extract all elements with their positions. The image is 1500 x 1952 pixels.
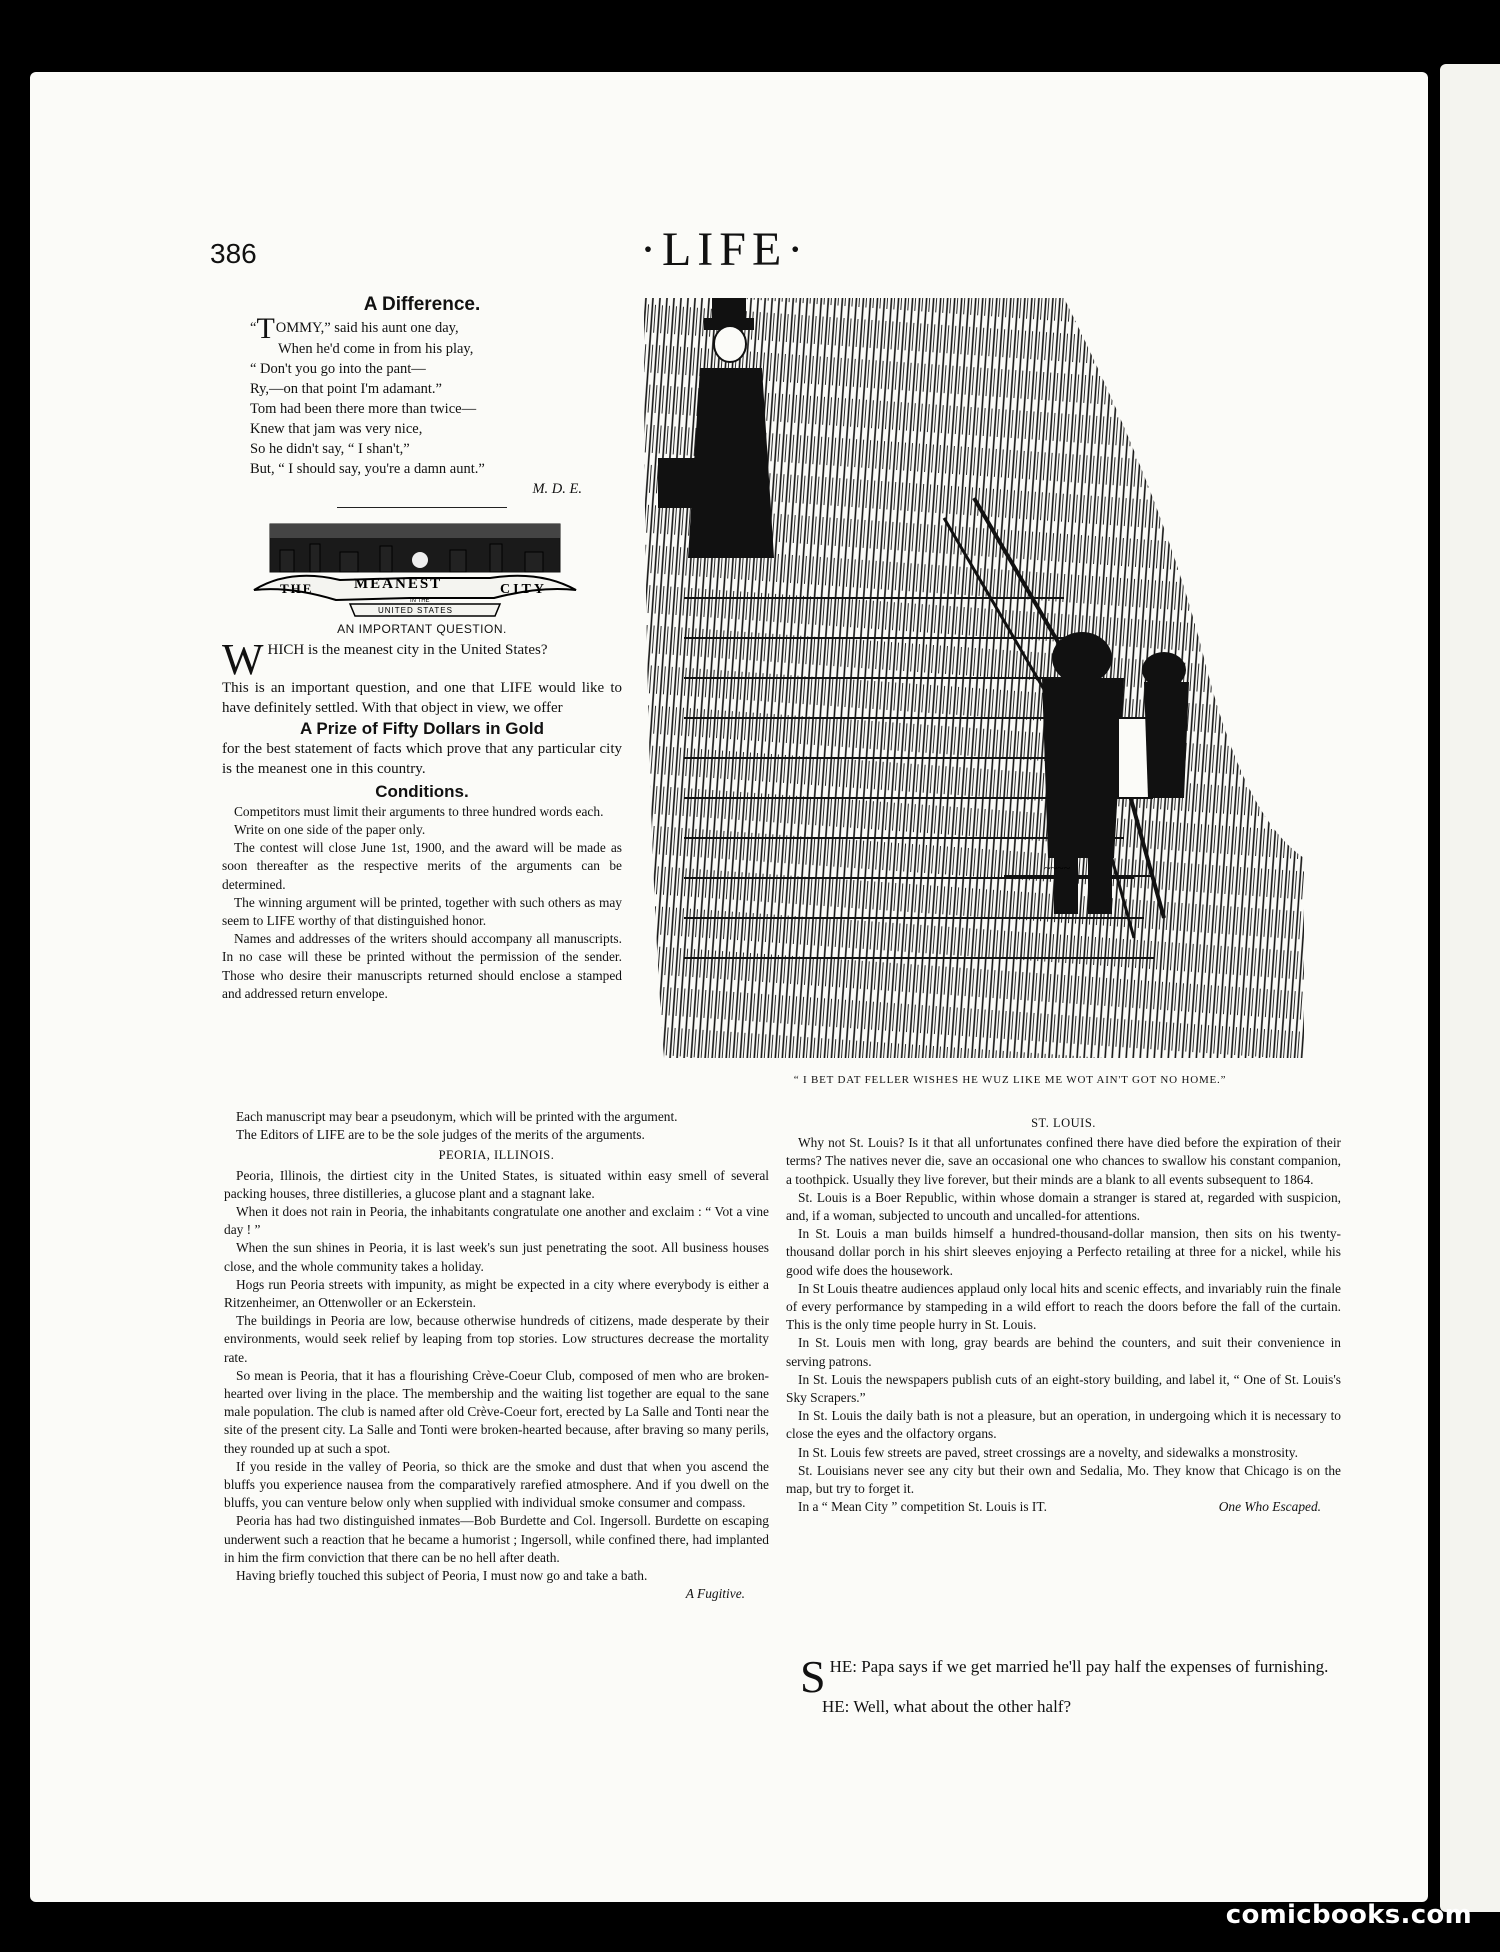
condition-item: The Editors of LIFE are to be the sole judges of the merits of the arguments. xyxy=(236,1127,645,1143)
stlouis-paragraph: In St. Louis few streets are paved, street crossings are a novelty, and sidewalks a monstrosity. xyxy=(798,1444,1298,1460)
drop-cap-s: S xyxy=(800,1651,826,1702)
poem-signature: M. D. E. xyxy=(532,481,582,498)
joke-he-line: HE: Well, what about the other half? xyxy=(822,1697,1072,1716)
condition-item: Each manuscript may bear a pseudonym, which will be printed with the argument. xyxy=(236,1109,678,1124)
stlouis-paragraph: In St. Louis a man builds himself a hundred-thousand-dollar mansion, then sits on his twenty-thousand dollar porch in his shirt sleeves enjoying a Perfecto retailing at three for a nickel, while his good wife does the housework. xyxy=(786,1226,1341,1278)
joke-she-line: SHE: Papa says if we get married he'll pay half the expenses of furnishing. xyxy=(800,1651,1329,1702)
peoria-paragraph: Peoria has had two distinguished inmates—Bob Burdette and Col. Ingersoll. Burdette on escaping underwent such a reaction that he became a humorist ; Ingersoll, while confined there, had implanted in him the firm conviction that there can be no hell after death. xyxy=(224,1513,769,1565)
peoria-paragraph: Peoria, Illinois, the dirtiest city in the United States, is situated within easy smell of several packing houses, three distilleries, a glucose plant and a stagnant lake. xyxy=(224,1167,769,1201)
prize-heading: A Prize of Fifty Dollars in Gold xyxy=(299,719,544,739)
stlouis-paragraph: In St. Louis the newspapers publish cuts of an eight-story building, and label it, “ One of St. Louis's Sky Scrapers.” xyxy=(786,1371,1341,1406)
condition-item: Competitors must limit their arguments to three hundred words each. xyxy=(234,803,604,819)
peoria-paragraph: So mean is Peoria, that it has a flourishing Crève-Coeur Club, composed of men who are broken-hearted over living in the place. The membership and the waiting list together are equal to the sane male population. The club is named after old Crève-Coeur fort, erected by La Salle and Tonti near the site of the present city. La Salle and Tonti were broken-hearted because, after braving so many perils, they rounded up at such a spot. xyxy=(224,1367,769,1456)
banner-sub-united-states: UNITED STATES xyxy=(378,606,453,616)
poem-first-line: “TOMMY,” said his aunt one day, xyxy=(250,312,459,346)
stlouis-last-line: In a “ Mean City ” competition St. Louis is IT. One Who Escaped. xyxy=(786,1498,1341,1516)
condition-item: Names and addresses of the writers should accompany all manuscripts. In no case will these be printed without the permission of the sender. Those who desire their manuscripts returned should enclose a stamped and addressed return envelope. xyxy=(222,931,622,1001)
left-column-continued xyxy=(224,1108,769,1603)
difference-title: A Difference. xyxy=(363,294,481,315)
poem-line: Ry,—on that point I'm adamant.” xyxy=(250,381,442,398)
peoria-paragraph: When the sun shines in Peoria, it is last week's sun just penetrating the soot. All business houses close, and the whole community takes a holiday. xyxy=(224,1240,769,1274)
stlouis-paragraph: In St. Louis men with long, gray beards are behind the counters, and suit their convenience in serving patrons. xyxy=(786,1335,1341,1369)
poem-line: Knew that jam was very nice, xyxy=(250,421,423,438)
page-number: 386 xyxy=(210,238,257,269)
masthead-title: ·LIFE· xyxy=(640,223,810,276)
stlouis-heading: ST. LOUIS. xyxy=(1031,1116,1096,1130)
drop-cap-w: W xyxy=(222,635,264,685)
difference-poem xyxy=(250,312,622,499)
stlouis-signature: One Who Escaped. xyxy=(1218,1499,1321,1515)
right-column xyxy=(786,1112,1341,1516)
prize-text: for the best statement of facts which prove that any particular city is the meanest one in this country. xyxy=(222,740,622,777)
poem-line: But, “ I should say, you're a damn aunt.” xyxy=(250,461,485,478)
peoria-paragraph: When it does not rain in Peoria, the inhabitants congratulate one another and exclaim : “ Vot a vine day ! ” xyxy=(224,1204,769,1238)
she-he-joke xyxy=(800,1651,1345,1718)
stlouis-paragraph: Why not St. Louis? Is it that all unfortunates confined there have died before the expiration of their terms? The natives never die, save an occasional one who chances to swallow his constant companion, a toothpick. Usually they live forever, but their minds are a blank to all events subsequent to 1864. xyxy=(786,1135,1341,1187)
peoria-signature: A Fugitive. xyxy=(685,1586,745,1602)
stlouis-paragraph: In St. Louis the daily bath is not a pleasure, but an operation, in undergoing which it is necessary to close the eyes and the olfactory organs. xyxy=(786,1408,1341,1442)
condition-item: Write on one side of the paper only. xyxy=(234,822,426,838)
section-divider xyxy=(337,507,507,508)
contest-subhead: AN IMPORTANT QUESTION. xyxy=(337,622,507,637)
banner-word-city: CITY xyxy=(500,582,548,598)
banner-word-the: THE xyxy=(280,581,314,597)
stlouis-paragraph: St. Louisians never see any city but their own and Sedalia, Mo. They know that Chicago is on the map, but try to forget it. xyxy=(786,1462,1341,1497)
left-column xyxy=(222,292,622,1003)
drop-cap-t: T xyxy=(256,312,275,346)
banner-sub-in-the: IN THE xyxy=(410,598,430,605)
adjacent-page-edge xyxy=(1440,64,1500,1912)
stlouis-paragraph: In St Louis theatre audiences applaud only local hits and scenic effects, and invariably ruin the finale of every performance by stampeding in a wild effort to reach the doors before the fall of the curtain. This is the only time people hurry in St. Louis. xyxy=(786,1280,1341,1333)
artist-signature-mark: ~~~~ xyxy=(1044,861,1070,875)
watermark: comicbooks.com xyxy=(1225,1900,1472,1930)
peoria-paragraph: The buildings in Peoria are low, because otherwise hundreds of citizens, made desperate by their environments, would seek relief by leaping from top stories. Low structures decrease the mortality rate. xyxy=(224,1313,769,1365)
stlouis-paragraph: St. Louis is a Boer Republic, within whose domain a stranger is stared at, regarded with suspicion, and, if a woman, subjected to uncouth and uncalled-for attentions. xyxy=(786,1189,1341,1224)
illustration-caption: “ I BET DAT FELLER WISHES HE WUZ LIKE ME WOT AIN'T GOT NO HOME.” xyxy=(793,1074,1227,1086)
poem-line: Tom had been there more than twice— xyxy=(250,401,477,418)
peoria-paragraph: If you reside in the valley of Peoria, so thick are the smoke and dust that when you ascend the bluffs you experience nausea from the comparatively rarefied atmosphere. And if you dwell on the bluffs, you can venture below only when supplied with individual smoke consumer and compass. xyxy=(224,1458,769,1511)
poem-line: “ Don't you go into the pant— xyxy=(250,361,426,378)
condition-item: The contest will close June 1st, 1900, and the award will be made as soon thereafter as the respective merits of the arguments can be determined. xyxy=(222,840,622,892)
contest-intro-2: This is an important question, and one that LIFE would like to have definitely settled. With that object in view, we offer xyxy=(222,680,622,717)
stairway-illustration xyxy=(644,298,1304,1058)
peoria-heading: PEORIA, ILLINOIS. xyxy=(438,1148,555,1163)
contest-intro: WHICH is the meanest city in the United States? xyxy=(222,635,548,685)
peoria-paragraph: Hogs run Peoria streets with impunity, as might be expected in a city where everybody is either a Ritzenheimer, an Ottenwoller or an Eckerstein. xyxy=(224,1276,769,1311)
poem-line: When he'd come in from his play, xyxy=(278,341,474,358)
banner-word-meanest: MEANEST xyxy=(354,576,443,593)
meanest-city-banner xyxy=(250,520,580,618)
peoria-paragraph: Having briefly touched this subject of Peoria, I must now go and take a bath. xyxy=(236,1568,648,1584)
poem-line: So he didn't say, “ I shan't,” xyxy=(250,441,410,458)
conditions-heading: Conditions. xyxy=(375,781,469,801)
condition-item: The winning argument will be printed, together with such others as may seem to LIFE worthy of that distinguished honor. xyxy=(222,894,622,929)
